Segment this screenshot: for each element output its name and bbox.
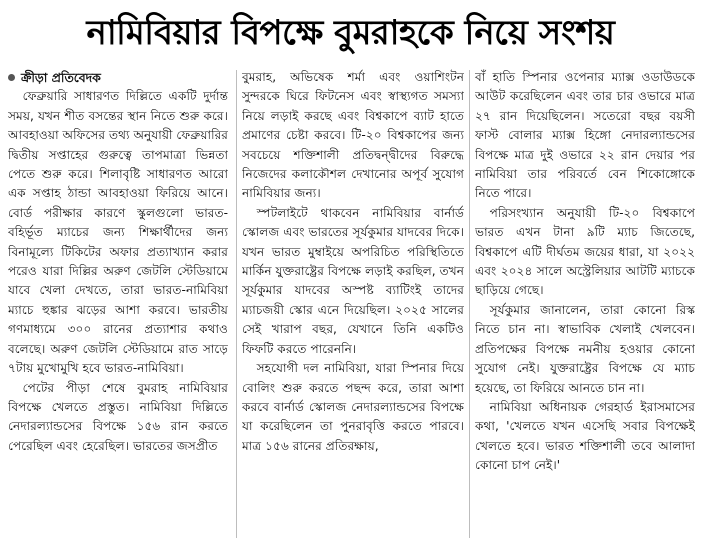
- paragraph: বাঁ হাতি স্পিনার ওপেনার ম্যাক্স ওডাউডকে আউট করেছিলেন এবং তার চার ওভারে মাত্র ২৭ রান দিয়েছিলেন। সতেরো বছর বয়সী ফাস্ট বোলার ম্যাক্স হিঙ্গো নেদারল্যান্ডসের বিপক্ষে মাত্র দুই ওভারে ২২ রান দেয়ার পর নামিবিয়া তার পরিবর্তে বেন শিকোঙ্গোকে নিতে পারে।: [475, 70, 695, 201]
- column-divider: [236, 70, 237, 538]
- paragraph: সূর্যকুমার জানালেন, তারা কোনো রিস্ক নিতে চান না। স্বাভাবিক খেলাই খেলবেন। প্রতিপক্ষের বিপক্ষে নমনীয় হওয়ার কোনো সুযোগ নেই। যুক্তরাষ্ট্রের বিপক্ষে যে ম্যাচ হয়েছে, তা ফিরিয়ে আনতে চান না।: [475, 302, 695, 395]
- paragraph: পেটের পীড়া শেষে বুমরাহ নামিবিয়ার বিপক্ষে খেলতে প্রস্তুত। নামিবিয়া দিল্লিতে নেদারল্যান্ডসের বিপক্ষে ১৫৬ রান করতে পেরেছিল এবং হেরেছিল। ভারতের জসপ্রীত: [8, 380, 228, 453]
- paragraph: সহযোগী দল নামিবিয়া, যারা স্পিনার দিয়ে বোলিং শুরু করতে পছন্দ করে, তারা আশা করবে বার্নার্ড স্কোলজ নেদারল্যান্ডসের বিপক্ষে যা করেছিলেন তা পুনরাবৃত্তি করতে পারবে। মাত্র ১৫৬ রানের প্রতিরক্ষায়,: [242, 361, 464, 453]
- column-divider: [469, 70, 470, 538]
- paragraph: স্পটলাইটে থাকবেন নামিবিয়ার বার্নার্ড স্কোলজ এবং ভারতের সূর্যকুমার যাদবের দিকে। যখন ভারত মুম্বাইয়ে অপরিচিত পরিস্থিতিতে মার্কিন যুক্তরাষ্ট্রের বিপক্ষে লড়াই করছিল, তখন সূর্যকুমার যাদবের অস্পষ্ট ব্যাটিংই তাদের ম্যাচজয়ী স্কোর এনে দিয়েছিল। ২০২৫ সালের সেই খারাপ বছর, যেখানে তিনি একটিও ফিফটি করতে পারেননি।: [242, 205, 464, 356]
- byline: [8, 68, 228, 87]
- paragraph: পরিসংখ্যান অনুযায়ী টি-২০ বিশ্বকাপে ভারত এখন টানা ৯টি ম্যাচ জিতেছে, বিশ্বকাপে এটি দীর্ঘতম জয়ের ধারা, যা ২০২২ এবং ২০২৪ সালে অস্ট্রেলিয়ার আটটি ম্যাচকে ছাড়িয়ে গেছে।: [475, 205, 695, 298]
- headline: নামিবিয়ার বিপক্ষে বুমরাহকে নিয়ে সংশয়: [86, 13, 615, 53]
- bullet-icon: [8, 74, 15, 81]
- paragraph: বুমরাহ, অভিষেক শর্মা এবং ওয়াশিংটন সুন্দরকে ঘিরে ফিটনেস এবং স্বাস্থ্যগত সমস্যা নিয়ে লড়াই করছে এবং বিশ্বকাপে ব্যাট হাতে প্রমাণের চেষ্টা করবে। টি-২০ বিশ্বকাপের জন্য সবচেয়ে শক্তিশালী প্রতিদ্বন্দ্বীদের বিরুদ্ধে নিজেদের কলাকৌশল দেখানোর অপূর্ব সুযোগ নামিবিয়ার জন্য।: [242, 70, 464, 201]
- article-column-2: [242, 68, 464, 540]
- article-column-1: [8, 68, 228, 540]
- paragraph: ফেব্রুয়ারি সাধারণত দিল্লিতে একটি দুর্দান্ত সময়, যখন শীত বসন্তের স্থান নিতে শুরু করে। আবহাওয়া অফিসের তথ্য অনুযায়ী ফেব্রুয়ারির দ্বিতীয় সপ্তাহের গুরুত্বে তাপমাত্রা ভিন্নতা পেতে শুরু করে। শিলাবৃষ্টি সাধারণত আরো এক সপ্তাহ ঠান্ডা আবহাওয়া ফিরিয়ে আনে। বোর্ড পরীক্ষার কারণে স্কুলগুলো ভারত-বহির্ভূত ম্যাচের জন্য শিক্ষার্থীদের জন্য বিনামূল্যে টিকিটের অফার প্রত্যাখ্যান করার পরেও যারা দিল্লির অরুণ জেটলি স্টেডিয়ামে যাবে খেলা দেখতে, তারা ভারত-নামিবিয়া ম্যাচে হুঙ্কার ঝড়ের আশা করবে। ভারতীয় গণমাধ্যমে ৩০০ রানের প্রত্যাশার কথাও বলেছে। অরুণ জেটলি স্টেডিয়ামে রাত সাড়ে ৭টায় মুখোমুখি হবে ভারত-নামিবিয়া।: [8, 89, 228, 376]
- byline-text: ক্রীড়া প্রতিবেদক: [21, 70, 101, 85]
- article-column-3: [475, 68, 695, 540]
- paragraph: নামিবিয়া অধিনায়ক গেরহার্ড ইরাসমাসের কথা, 'খেলতে যখন এসেছি সবার বিপক্ষেই খেলতে হবে। ভারত শক্তিশালী তবে আলাদা কোনো চাপ নেই।': [475, 399, 695, 473]
